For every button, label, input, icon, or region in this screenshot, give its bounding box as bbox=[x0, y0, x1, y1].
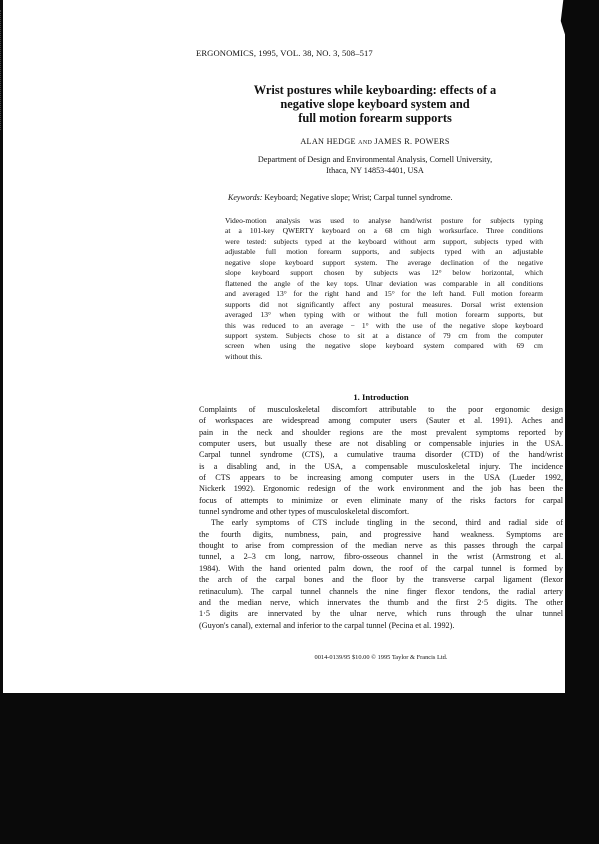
scan-border-bottom bbox=[0, 693, 599, 844]
copyright-footer: 0014-0139/95 $10.00 © 1995 Taylor & Francis Ltd. bbox=[314, 654, 448, 661]
body-line: tunnel syndrome and other types of musculoskeletal discomfort. bbox=[199, 507, 410, 517]
title-line: full motion forearm supports bbox=[298, 111, 452, 125]
affiliation-line: Ithaca, NY 14853-4401, USA bbox=[326, 165, 424, 175]
affiliation-line: Department of Design and Environmental Analysis, Cornell University, bbox=[257, 155, 493, 164]
affiliation bbox=[215, 155, 535, 176]
body-text bbox=[199, 404, 563, 631]
abstract-line: and averaged 13° for the right hand and 15° for the left hand. Full motion forearm bbox=[225, 289, 543, 299]
abstract-line: slope keyboard support chosen by subjects was 12° below horizontal, which bbox=[225, 268, 543, 278]
body-line: 1·5 digits are innervated by the ulnar nerve, which runs through the ulnar tunnel bbox=[199, 609, 563, 619]
abstract-line: were tested: subjects typed at the keyboard without arm support, subjects typed with bbox=[225, 236, 543, 246]
body-line: and the median nerve, which innervates the thumb and the first 2·5 digits. The other bbox=[199, 597, 563, 607]
paper-title bbox=[215, 83, 535, 125]
scan-edge-artifact bbox=[0, 10, 3, 130]
body-line: The early symptoms of CTS include tingling in the second, third and radial side of bbox=[211, 518, 563, 528]
body-line: retinaculum). The carpal tunnel channels the nine finger flexor tendons, the radial artery bbox=[199, 586, 563, 596]
keywords-label: Keywords: bbox=[228, 193, 263, 202]
abstract-line: averaged 13° when typing with or without the full motion forearm supports, but bbox=[225, 310, 543, 320]
body-line: Nickerk 1992). Ergonomic redesign of the work environment and the job has been the bbox=[199, 484, 563, 494]
abstract-line: this was reduced to an average − 1° with the use of the negative slope keyboard bbox=[225, 320, 543, 330]
authors: ALAN HEDGE and JAMES R. POWERS bbox=[300, 137, 450, 146]
keywords-text: Keyboard; Negative slope; Wrist; Carpal tunnel syndrome. bbox=[262, 193, 453, 202]
body-line: thought to arise from compression of the median nerve as this passes through the carpal bbox=[199, 541, 563, 551]
abstract-line: adjustable full motion forearm supports, and subjects typed with an adjustable bbox=[225, 247, 543, 257]
body-line: of workspaces are widespread among computer users (Sauter et al. 1991). Aches and bbox=[199, 416, 563, 426]
abstract-line: flattened the angle of the key tops. Ulnar deviation was comparable in all conditions bbox=[225, 278, 543, 288]
body-line: of CTS appears to be increasing among computer users in the USA (Lueder 1992, bbox=[199, 473, 563, 483]
body-line: (Guyon's canal), external and inferior to the carpal tunnel (Pecina et al. 1992). bbox=[199, 620, 455, 630]
abstract-line: support system. Subjects chose to sit at a distance of 79 cm from the computer bbox=[225, 330, 543, 340]
body-line: tunnel, a 2–3 cm long, narrow, fibro-osseous channel in the wrist (Armstrong et al. bbox=[199, 552, 563, 562]
keywords bbox=[228, 193, 538, 202]
abstract-line: Video-motion analysis was used to analyse hand/wrist posture for subjects typing bbox=[225, 216, 543, 225]
body-line: computer users, but usually these are not disabling or compensable injuries in the USA. bbox=[199, 439, 563, 449]
running-head: ERGONOMICS, 1995, VOL. 38, NO. 3, 508–517 bbox=[196, 48, 373, 58]
abstract-line: screen when using the negative slope keyboard system compared with 69 cm bbox=[225, 341, 543, 351]
abstract-line: without this. bbox=[225, 351, 263, 361]
abstract-line: supports did not significantly affect any postural measures. Dorsal wrist extension bbox=[225, 299, 543, 309]
body-line: Complaints of musculoskeletal discomfort attributable to the poor ergonomic design bbox=[199, 405, 563, 414]
body-line: Carpal tunnel syndrome (CTS), a cumulative trauma disorder (CTD) of the hand/wrist bbox=[199, 450, 563, 460]
abstract bbox=[225, 216, 543, 362]
body-line: pain in the neck and shoulder regions are the most prevalent symptoms reported by bbox=[199, 427, 563, 437]
title-line: Wrist postures while keyboarding: effects of a bbox=[253, 83, 497, 97]
title-line: negative slope keyboard system and bbox=[280, 97, 470, 111]
body-line: 1984). With the hand oriented palm down, the roof of the carpal tunnel is formed by bbox=[199, 563, 563, 573]
body-line: is a disabling and, in the USA, a compensable musculoskeletal injury. The incidence bbox=[199, 461, 563, 471]
body-line: the fourth digits, numbness, pain, and progressive hand weakness. Symptoms are bbox=[199, 529, 563, 539]
section-heading: 1. Introduction bbox=[353, 392, 409, 402]
body-line: the arch of the carpal bones and the floor by the transverse carpal ligament (flexor bbox=[199, 575, 563, 585]
abstract-line: negative slope keyboard support system. The average declination of the negative bbox=[225, 257, 543, 267]
abstract-line: at a 101-key QWERTY keyboard on a 68 cm high worksurface. Three conditions bbox=[225, 226, 543, 236]
body-line: focus of attempts to minimize or even eliminate many of the risks factors for carpal bbox=[199, 495, 563, 505]
